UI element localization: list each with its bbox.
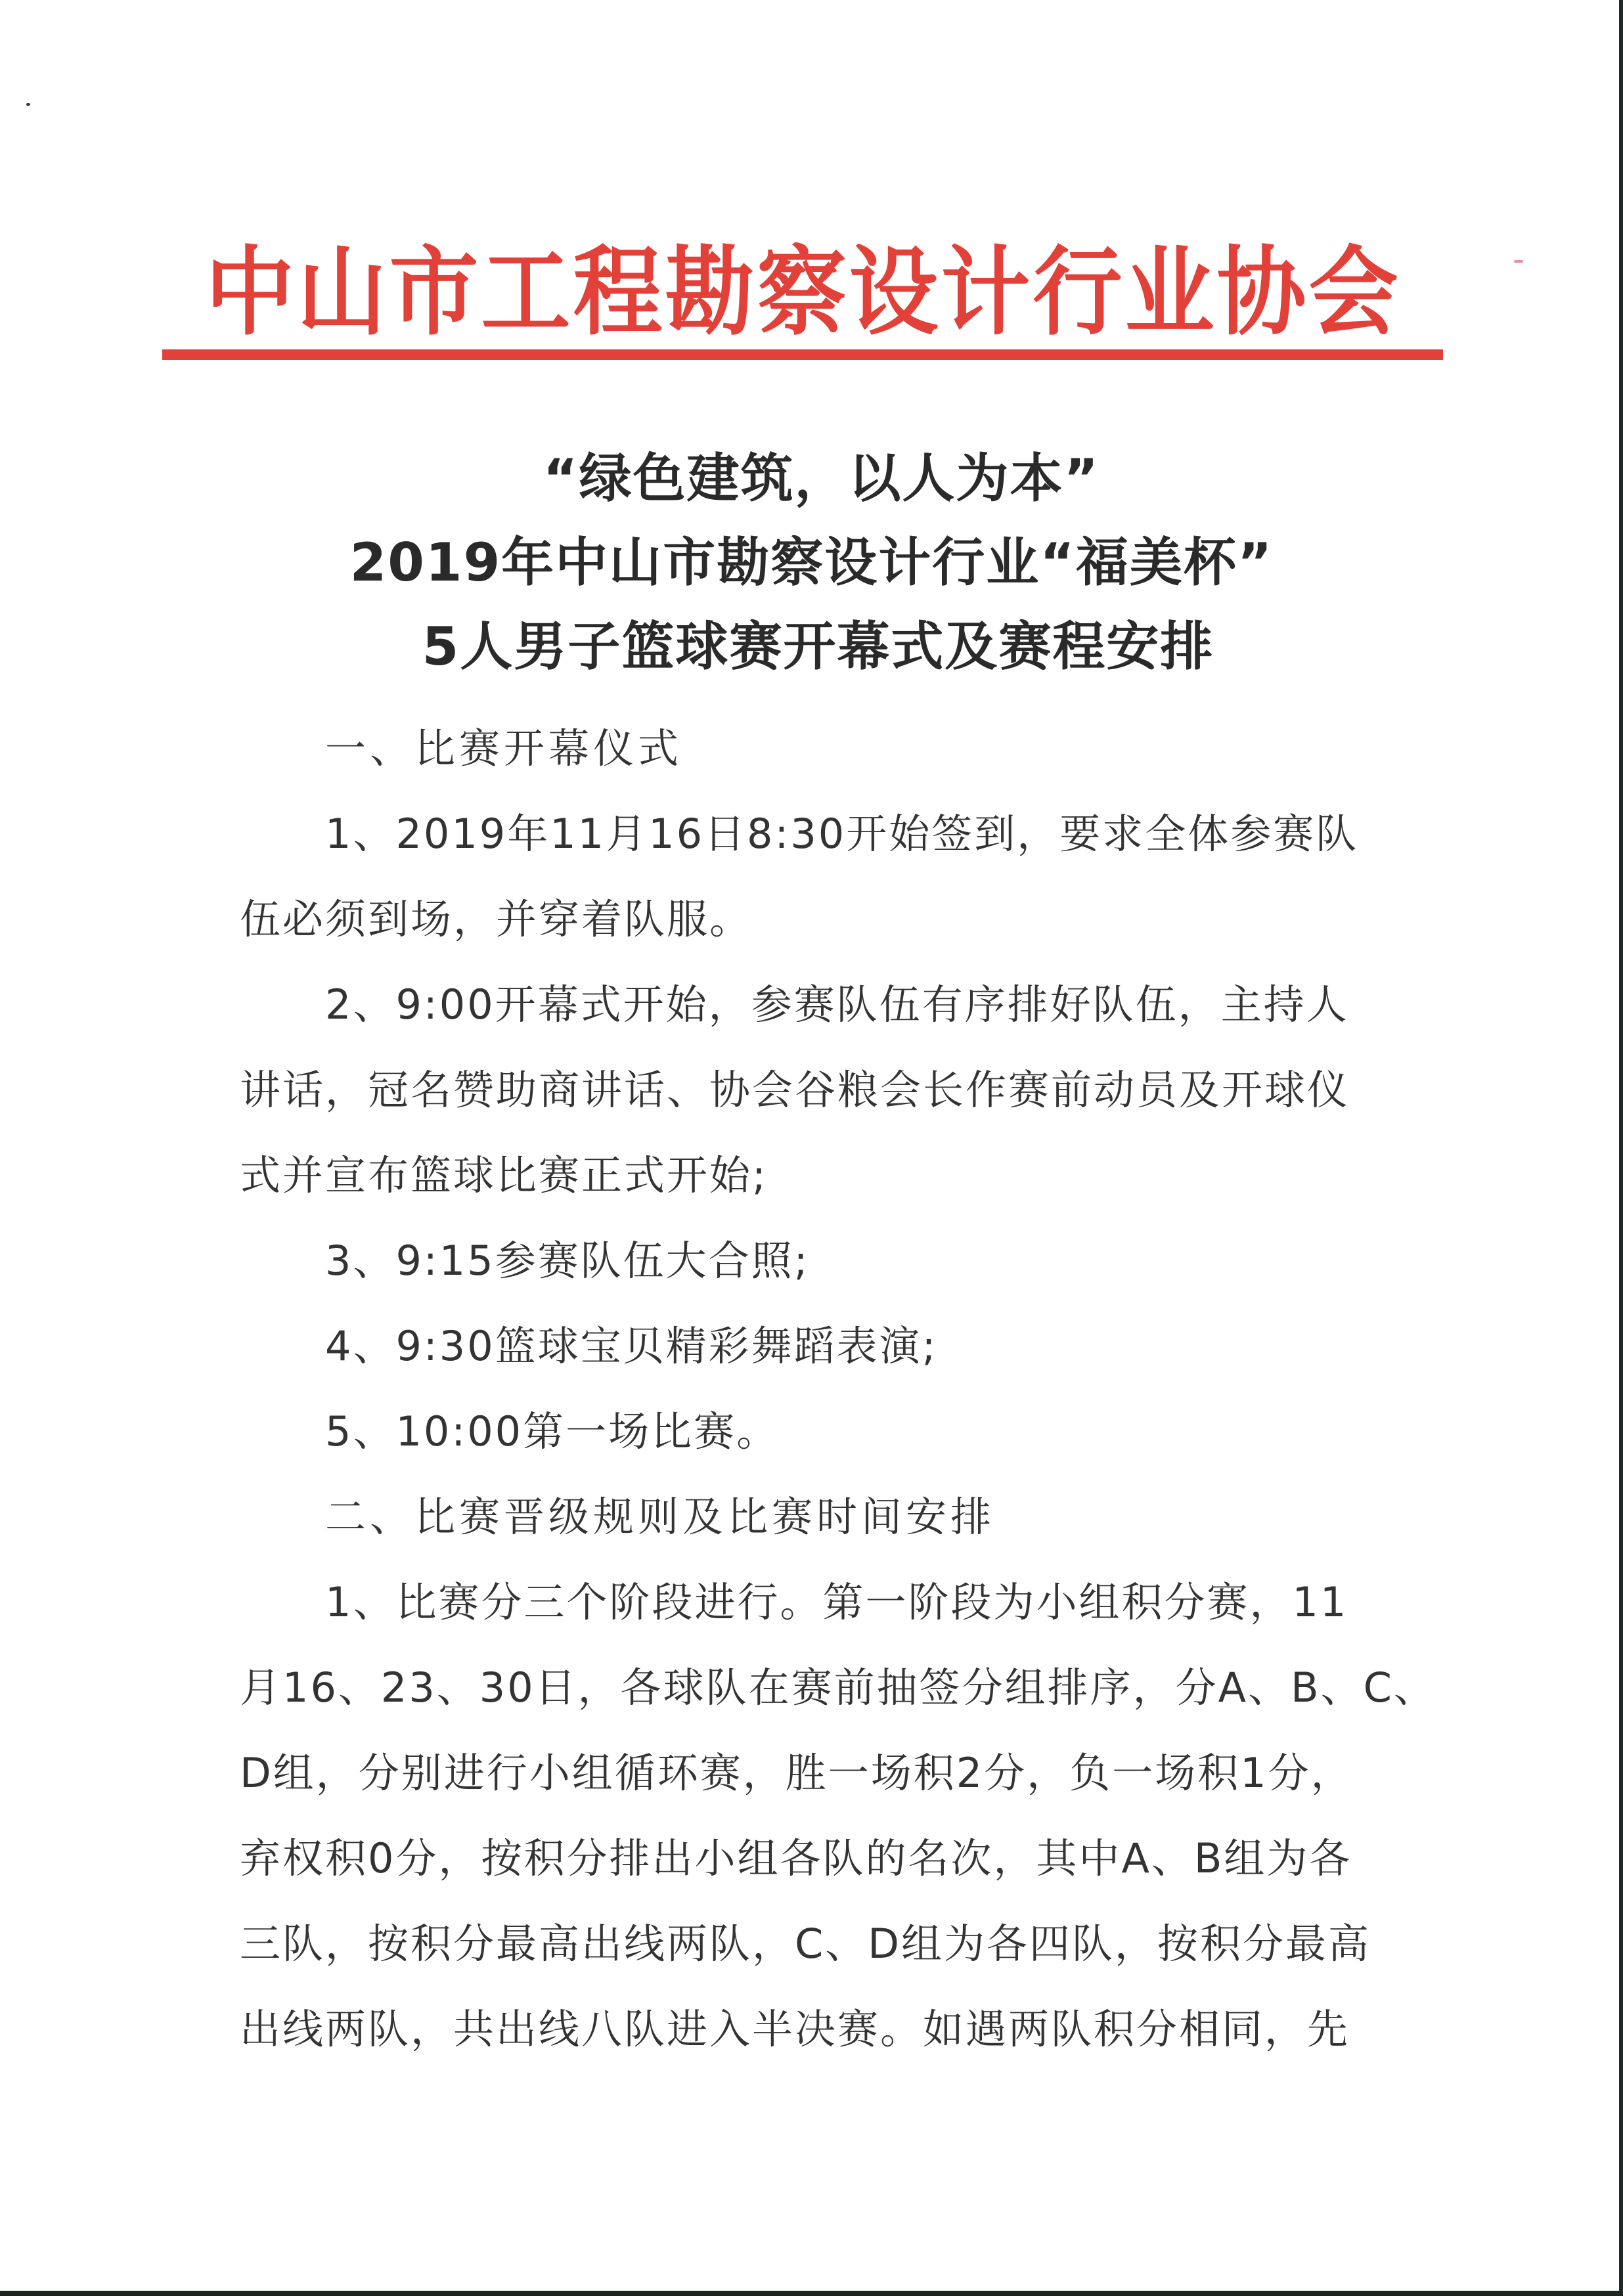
text-line: 讲话，冠名赞助商讲话、协会谷粮会长作赛前动员及开球仪	[240, 1066, 1350, 1114]
text-line: 出线两队，共出线八队进入半决赛。如遇两队积分相同，先	[240, 2005, 1350, 2053]
document-body	[240, 706, 1436, 2072]
list-item-stages	[240, 1560, 1436, 2072]
title-slogan: “绿色建筑，以人为本”	[543, 448, 1100, 509]
letterhead	[161, 236, 1445, 360]
text-line: D组，分别进行小组循环赛，胜一场积2分，负一场积1分，	[240, 1749, 1354, 1797]
text-line: 2、9:00开幕式开始，参赛队伍有序排好队伍，主持人	[325, 981, 1349, 1028]
document-title	[0, 437, 1623, 689]
list-item-first-match	[240, 1389, 1373, 1474]
text-line: 弃权积0分，按积分排出小组各队的名次，其中A、B组为各	[240, 1834, 1352, 1882]
text-line: 月16、23、30日，各球队在赛前抽签分组排序，分A、B、C、	[240, 1664, 1436, 1711]
text-line: 1、2019年11月16日8:30开始签到，要求全体参赛队	[325, 810, 1359, 858]
scan-speck	[1514, 260, 1523, 263]
title-event-name: 2019年中山市勘察设计行业“福美杯”	[349, 532, 1274, 593]
list-item-group-photo	[240, 1218, 1373, 1304]
list-item-dance-show	[240, 1304, 1373, 1389]
scan-border-bottom	[0, 2291, 1623, 2296]
list-item-signin	[240, 791, 1373, 962]
section-heading-rules-schedule: 二、比赛晋级规则及比赛时间安排	[325, 1493, 996, 1541]
text-line: 式并宣布篮球比赛正式开始;	[240, 1151, 768, 1199]
text-line: 3、9:15参赛队伍大合照;	[325, 1237, 810, 1285]
text-line: 1、比赛分三个阶段进行。第一阶段为小组积分赛，11	[325, 1578, 1348, 1626]
scan-speck	[26, 103, 30, 106]
section-heading-opening-ceremony: 一、比赛开幕仪式	[325, 724, 683, 772]
text-line: 4、9:30篮球宝贝精彩舞蹈表演;	[325, 1322, 938, 1370]
list-item-opening	[240, 962, 1373, 1218]
title-subject: 5人男子篮球赛开幕式及赛程安排	[422, 616, 1214, 677]
organization-name: 中山市工程勘察设计行业协会	[205, 235, 1401, 349]
text-line: 三队，按积分最高出线两队，C、D组为各四队，按积分最高	[240, 1920, 1371, 1968]
text-line: 5、10:00第一场比赛。	[325, 1407, 780, 1455]
text-line: 伍必须到场，并穿着队服。	[240, 895, 753, 943]
scan-border-right	[1619, 0, 1623, 2296]
